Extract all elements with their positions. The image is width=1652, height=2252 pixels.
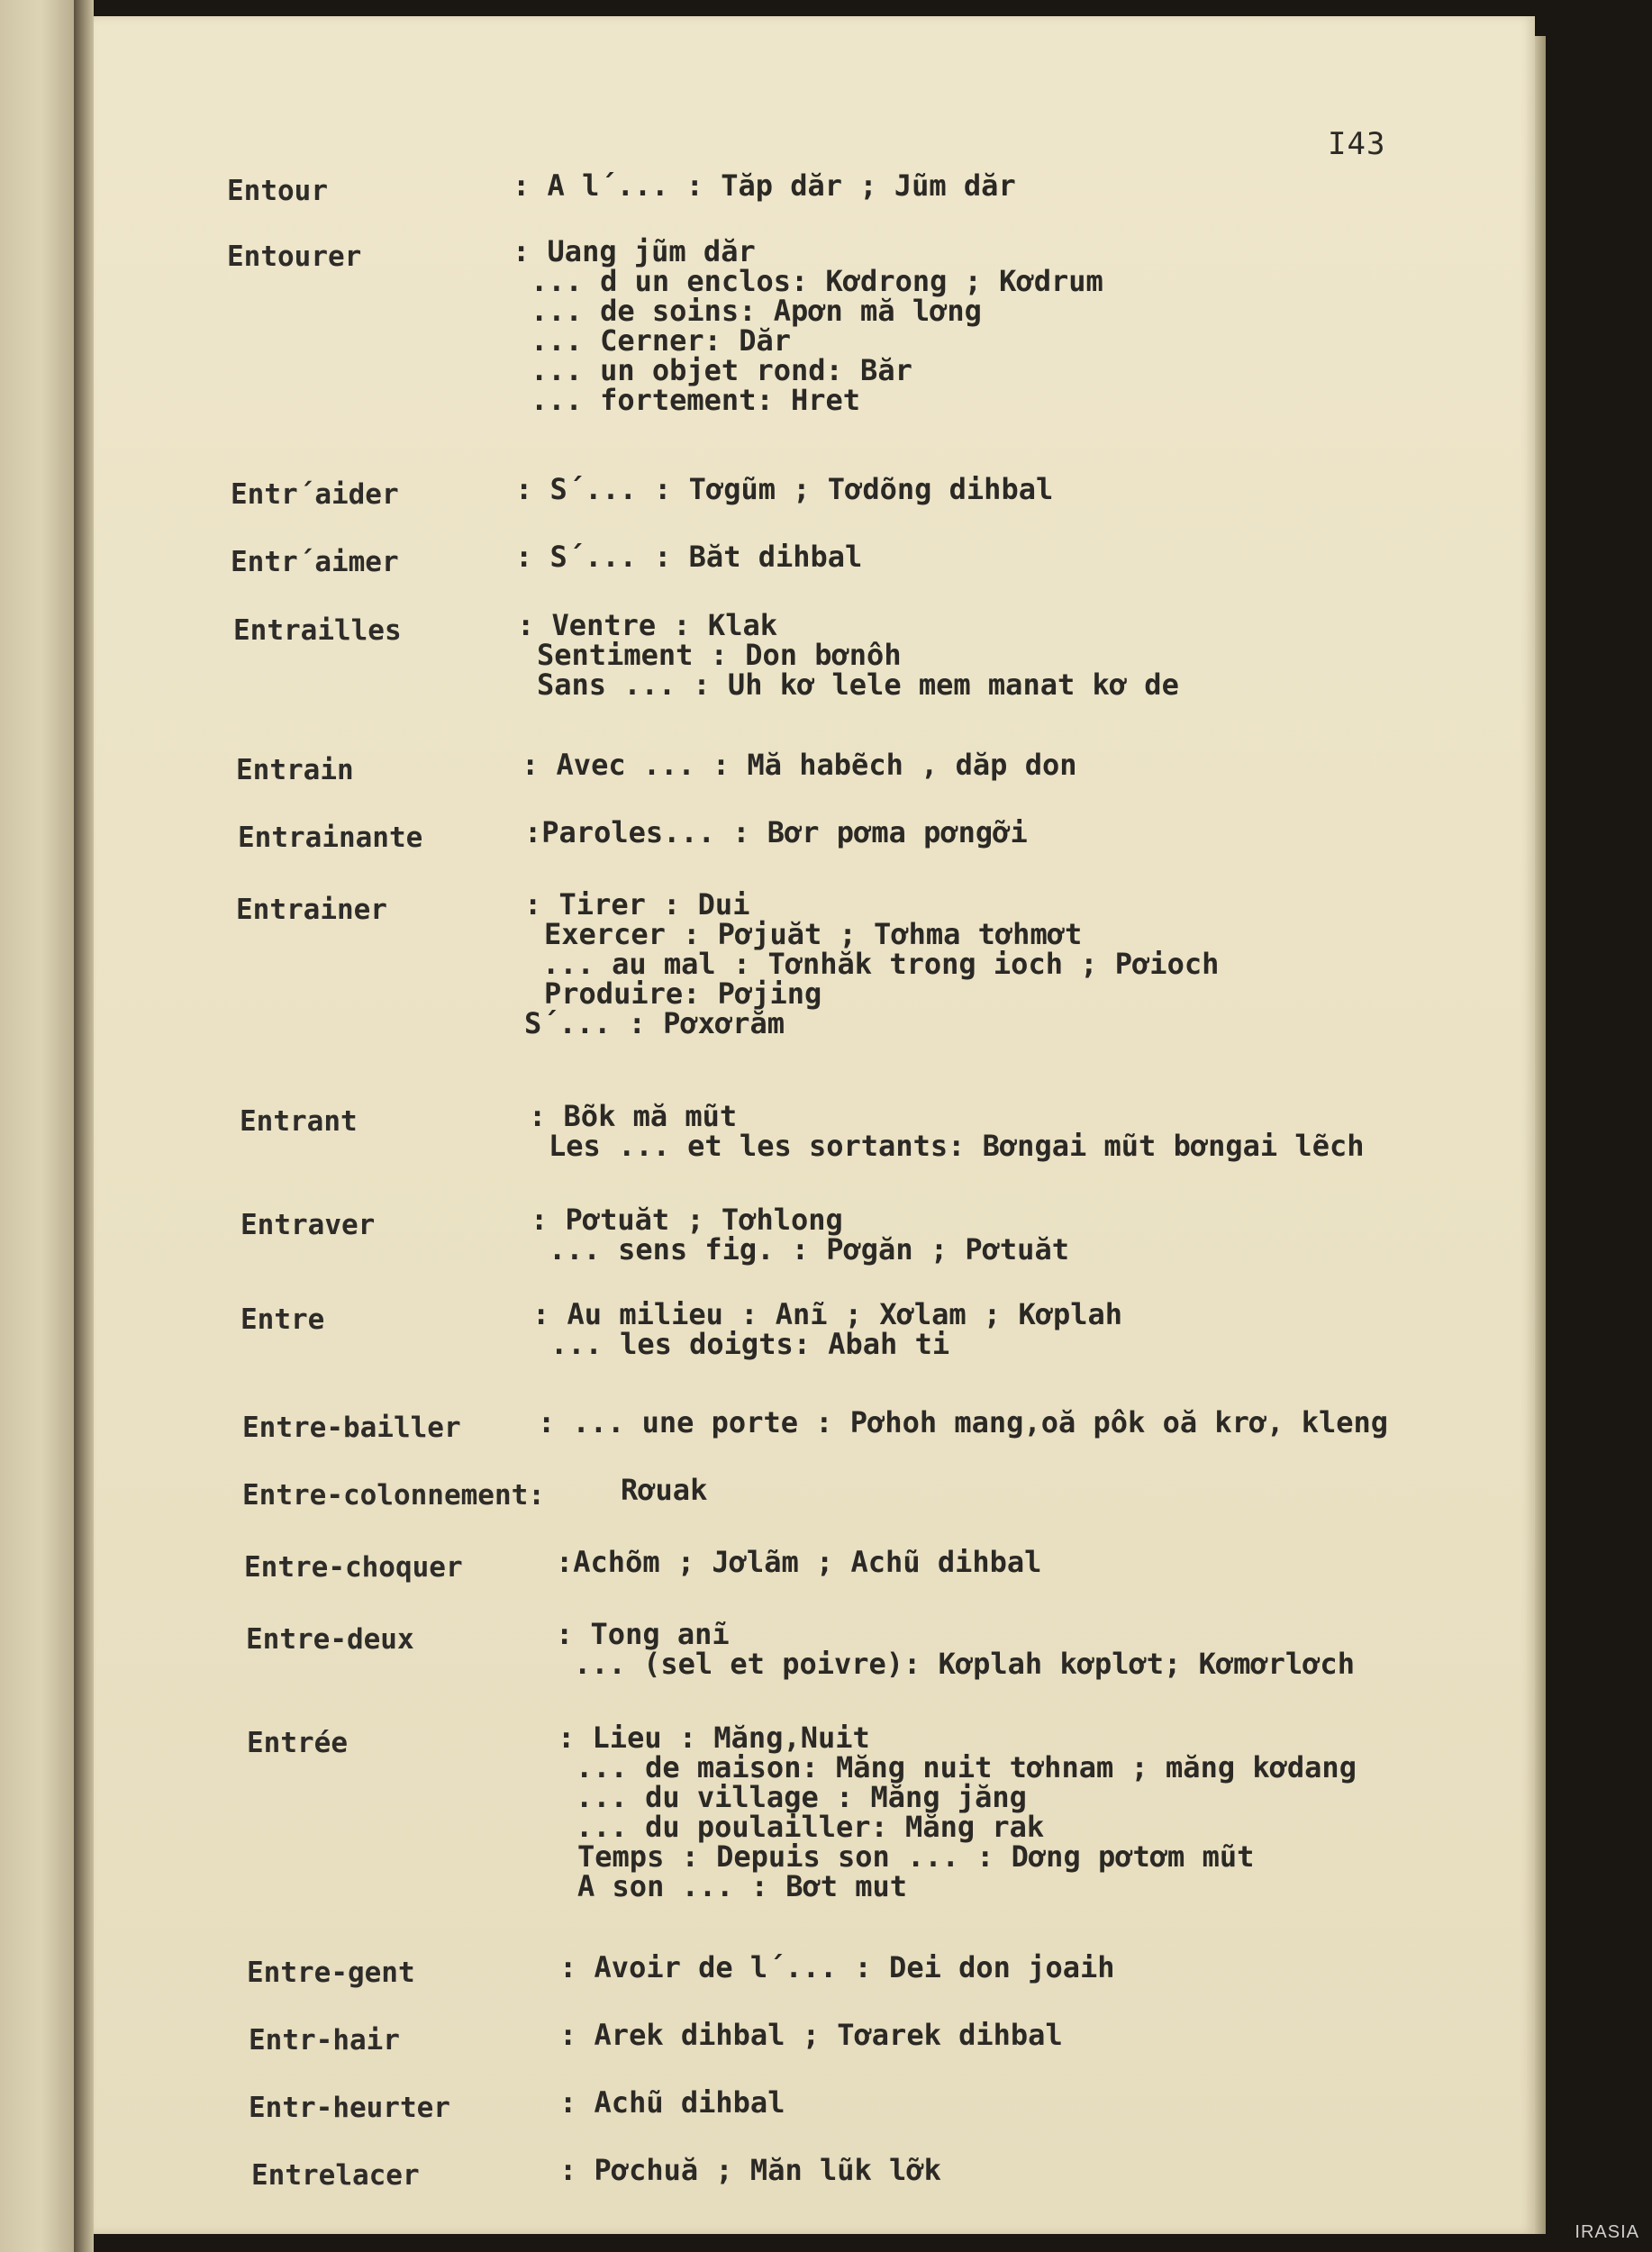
definition-line: S´... : Pơxơrăm <box>524 1006 785 1040</box>
definition-line: : Achũ dihbal <box>559 2085 785 2120</box>
definition-line: : S´... : Tơgũm ; Tơdõng dihbal <box>515 472 1054 506</box>
definition-line: : Tirer : Dui <box>524 887 750 922</box>
entry-term: Entrelacer <box>251 2159 420 2192</box>
page-number: I43 <box>1328 126 1386 162</box>
definition-line: ... (sel et poivre): Kơplah kơplơt; Kơmơrlơch <box>574 1647 1355 1681</box>
entry-definitions <box>559 2153 941 2187</box>
entry-definitions <box>558 1723 1357 1902</box>
entry-definitions <box>522 750 1077 780</box>
entry-list <box>94 16 1535 2234</box>
entry-term: Entr-heurter <box>249 2092 450 2124</box>
entry-definitions <box>538 1405 1389 1439</box>
entry-term: Entrainante <box>238 822 423 854</box>
definition-line: : Tong anĩ <box>556 1617 730 1651</box>
definition-line: : ... une porte : Pơhoh mang,oă pôk oă krơ, kleng <box>538 1405 1389 1439</box>
entry-term: Entourer <box>227 241 362 273</box>
definition-line: ... au mal : Tơnhăk trong ioch ; Pơioch <box>542 947 1220 981</box>
definition-line: Les ... et les sortants: Bơngai mũt bơngai lẽch <box>549 1129 1365 1163</box>
definition-line: Sentiment : Don bơnôh <box>537 638 902 672</box>
entry-definitions <box>513 234 1103 417</box>
definition-line: ... un objet rond: Băr <box>531 353 912 387</box>
entry-term: Entre-deux <box>246 1623 414 1656</box>
entry-definitions <box>517 608 1179 702</box>
definition-line: ... de soins: Apơn mă lơng <box>531 294 982 328</box>
entry-term: Entr´aider <box>231 478 399 511</box>
watermark: IRASIA <box>1575 2222 1639 2242</box>
entry-term: Entour <box>227 175 328 207</box>
entry-definitions <box>559 2020 1063 2050</box>
definition-line: ... Cerner: Dăr <box>531 323 791 358</box>
definition-line: : Uang jũm dăr <box>513 234 756 268</box>
entry-definitions <box>524 815 1028 849</box>
definition-line: Produire: Pơjing <box>544 976 822 1011</box>
entry-definitions <box>529 1099 1365 1163</box>
entry-term: Entre <box>241 1303 325 1336</box>
definition-line: : Bõk mă mũt <box>529 1099 738 1133</box>
entry-term: Entre-bailler <box>242 1412 461 1444</box>
entry-term: Entre-colonnement: <box>242 1479 545 1512</box>
entry-term: Entrain <box>236 754 354 786</box>
definition-line: : Avec ... : Mă habẽch , dăp don <box>522 748 1077 782</box>
entry-definitions <box>531 1205 1069 1265</box>
entry-term: Entre-gent <box>247 1957 415 1989</box>
definition-line: : S´... : Băt dihbal <box>515 540 863 574</box>
book-gutter <box>74 0 94 2252</box>
entry-term: Entraver <box>241 1209 376 1241</box>
definition-line: : Lieu : Măng,Nuit <box>558 1721 870 1755</box>
definition-line: Sans ... : Uh kơ lele mem manat kơ de <box>537 667 1179 702</box>
definition-line: : Avoir de l´... : Dei don joaih <box>559 1950 1115 1984</box>
entry-term: Entrailles <box>233 614 402 647</box>
entry-definitions <box>559 1950 1115 1984</box>
entry-definitions <box>515 542 862 572</box>
entry-definitions <box>621 1473 708 1507</box>
definition-line: : A l´... : Tăp dăr ; Jũm dăr <box>513 168 1016 203</box>
entry-term: Entr-hair <box>249 2024 400 2057</box>
entry-definitions <box>524 887 1220 1040</box>
entry-term: Entrée <box>247 1727 348 1759</box>
definition-line: :Achõm ; Jơlãm ; Achũ dihbal <box>556 1545 1042 1579</box>
entry-definitions <box>559 2085 785 2120</box>
definition-line: ... du village : Măng jăng <box>576 1780 1027 1814</box>
entry-definitions <box>513 168 1016 203</box>
entry-definitions <box>515 472 1054 506</box>
entry-definitions <box>556 1545 1042 1579</box>
definition-line: Exercer : Pơjuăt ; Tơhma tơhmơt <box>544 917 1083 951</box>
entry-term: Entr´aimer <box>231 546 399 578</box>
definition-line: ... d un enclos: Kơdrong ; Kơdrum <box>531 264 1103 298</box>
entry-definitions <box>532 1297 1123 1361</box>
entry-term: Entre-choquer <box>244 1551 463 1584</box>
definition-line: ... les doigts: Abah ti <box>550 1327 950 1361</box>
page-edge <box>1535 36 1546 2234</box>
definition-line: : Pơtuăt ; Tơhlong <box>531 1203 843 1237</box>
definition-line: Temps : Depuis son ... : Dơng pơtơm mũt <box>577 1839 1255 1874</box>
definition-line: :Paroles... : Bơr pơma pơngỡi <box>524 815 1028 849</box>
definition-line: : Arek dihbal ; Tơarek dihbal <box>559 2018 1063 2052</box>
definition-line: ... sens fig. : Pơgăn ; Pơtuăt <box>549 1232 1069 1267</box>
entry-term: Entrainer <box>236 894 387 926</box>
left-page-edge <box>0 0 74 2252</box>
entry-term: Entrant <box>240 1105 358 1138</box>
definition-line: Rơuak <box>621 1473 708 1507</box>
definition-line: : Ventre : Klak <box>517 608 777 642</box>
definition-line: : Pơchuă ; Măn lũk lỡk <box>559 2153 941 2187</box>
definition-line: : Au milieu : Anĩ ; Xơlam ; Kơplah <box>532 1297 1123 1331</box>
definition-line: ... du poulailler: Măng rak <box>576 1810 1045 1844</box>
definition-line: ... fortement: Hret <box>531 383 861 417</box>
entry-definitions <box>556 1617 1355 1681</box>
dictionary-page <box>94 16 1535 2234</box>
definition-line: ... de maison: Măng nuit tơhnam ; măng kơdang <box>576 1750 1357 1784</box>
definition-line: A son ... : Bơt mut <box>577 1869 908 1903</box>
